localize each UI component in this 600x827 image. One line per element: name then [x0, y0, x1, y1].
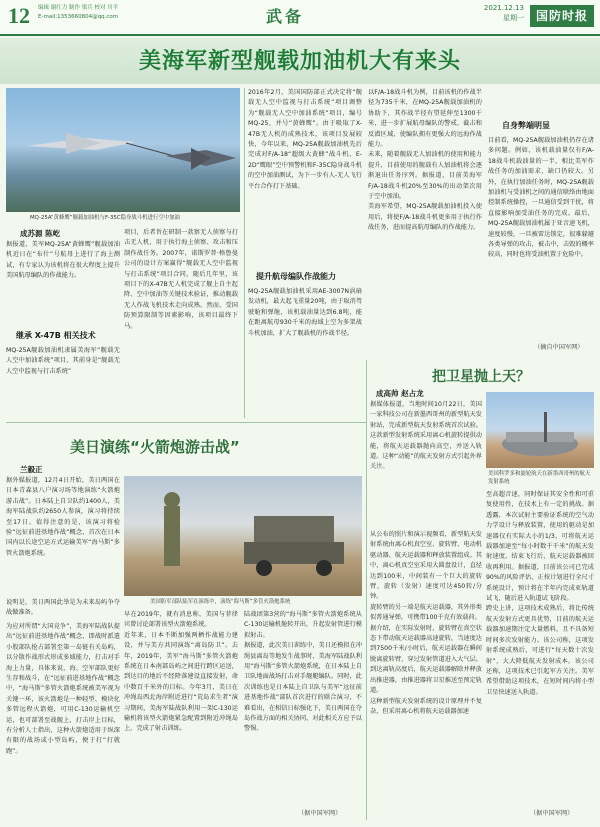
article1-source: （摘自中国军网）	[534, 344, 584, 351]
article1-col4: 以F/A-18战斗机为例，目前该机的作战半径为735千米，在MQ-25A舰载加油机的协助下，其作战半径有望延伸至1300千米，进一步扩展航母编队的警戒、截击和反潜区域，使编队拥有更强大的远海作战能力。 未来，随着舰载无人加油机的使用和能力提升，目前使用的舰载有人加油机将会逐渐退出任务序列。据报道，目前美海军F/A-18战斗机20%至30%的出动架次用于空中加油。 美海军希望，MQ-25A舰载加油机投入使用后，将使F/A-18战斗机更多用于执行作战任务，进而提高航母编队的作战能力。	[368, 89, 482, 232]
credit-editors: 编辑 谢红力 制作 梁兵 校对 川平	[38, 5, 119, 11]
article2-col1: 据外媒报道，12月4日开始，美日两国在日本青森县八户演习场等地演练“火箭炮游击战”。日本陆上自卫队约1400人，美海军陆战队约2650人参演，演习将持续至17日。值得注意的是，该演习将检验“远征前进基地作战”概念，首次在日本国内以长途空运方式运输美军“海马斯”多管火箭炮系统。	[6, 477, 120, 557]
rocket-launcher-photo	[124, 476, 362, 596]
article3-author: 成高帅 赵占龙	[376, 389, 424, 398]
tanker-photo	[6, 88, 240, 212]
article3-title: 把卫星抛上天？	[432, 369, 530, 385]
article1-col3-bottom: MQ-25A舰载加油机采用AE-3007N涡扇发动机，最大起飞重量20吨，由于取消驾驶舱和弹舱，该机载油量达到6.8吨，能在距离航母930千米的海域上空为多架战斗机加油，扩大了舰载机的作战半径。	[248, 288, 362, 337]
issue-date	[474, 3, 524, 23]
credit-email: E-mail:1353660804@qq.com	[38, 14, 119, 20]
article1-subhead-3: 自身弊端明显	[502, 121, 550, 130]
article1-col1-top: 据报道，美军MQ-25A“黄蜂鹰”舰载加油机近日在“布什”号航母上进行了海上测试，有专家认为该机将在很大程度上提升美国航母编队的作战能力。	[6, 241, 120, 280]
credit-block	[38, 4, 118, 22]
divider	[366, 360, 367, 820]
tanker-photo-caption: MQ-25A“黄蜂鹰”舰载加油机与F-35C隐身战斗机进行空中加油	[30, 215, 180, 221]
article1-col5: 目前看，MQ-25A舰载加油机仍存在诸多问题。例如，该机载油量仅有F/A-18战斗机载油量的一半，相比美军作战任务的加油需求，缺口仍较大。另外，在执行加油任务时，MQ-25A舰载加油机与受油机之间的通信联络由地面控制系统操控，一旦通信受到干扰，将直接影响加受油任务的完成。最后，MQ-25A舰载加油机属于亚音速飞机，速度较慢，一旦被雷达锁定，很难躲避各类导弹的攻击，被击中，击毁的概率较高，同时也将受油机置于危险中。	[488, 137, 594, 259]
article1-col1-bottom: MQ-25A舰载加油机隶属美海军“舰载无人空中加油系统”项目，其前身是“舰载无人空中监视与打击系统”	[6, 347, 120, 375]
main-headline: 美海军新型舰载加油机大有来头	[138, 49, 461, 74]
date-text: 2021.12.13	[483, 4, 524, 12]
launch-site-caption: 美国科罗多和旋轮航天在新墨西哥州的航天发射系统	[488, 471, 591, 485]
article3-source: （据中国军网）	[530, 810, 574, 817]
masthead-logo: 国防时报	[530, 5, 594, 27]
article1-subhead-2: 提升航母编队作战能力	[256, 272, 336, 281]
article3-col1-bottom: 从公布的照片和演示视频看，新型航天发射系统由离心机真空室、旋转臂、电动机驱动器、航天运载器和释放装置组成。其中，离心机真空室采用大圆盘设计，直径达到100米，中间装有一个巨大的旋转臂，旋转（发射）速度可达450转/分钟。 旋转臂的另一端是航天运载器，其外形类似普通导弹，可携带100千克有效载荷。 据介绍，在实际发射时，旋转臂在真空状态下带动航天运载器高速旋转，当速度达到7500千米/小时后，航天运载器在瞬间脱离旋转臂，穿过发射管道进入大气层。到达离轨高度后，航天运载器解除并释放出推进器，由推进器将卫星推送至预定轨道。 这种新型航天发射系统的设计原理并不复杂，但采用离心机将航天运载器加速	[370, 531, 482, 715]
article3-col1-top: 据媒体报道，当地时间10月22日，美国一家科技公司在新墨西哥州的新型航天发射站，完成新型航天发射系统首次试验。这款新型发射系统采用离心机旋转提供动能，将航天运载器抛向高空，并送入轨道。这种“动能”的航天发射方式引起外界关注。	[370, 401, 482, 471]
weekday-text: 星期一	[503, 14, 524, 22]
launch-site-photo	[486, 392, 594, 468]
section-title: 武备	[266, 7, 305, 26]
article1-col3: 2016年2月，美国国防部正式决定将“舰载无人空中监视与打击系统”项目调整为“舰载无人空中加油系统”项目，编号MQ-25，并号“黄蜂鹰”。由于吸取了X-47B无人机的成熟技术，该项目发展较快，今年以来，MQ-25A舰载加油机先后完成对F/A-18“超级大黄蜂”战斗机、E-2D“鹰眼”空中预警机和F-35C隐身战斗机的空中加油测试，为下一步有人-无人飞行平台合作打下基础。	[248, 89, 362, 190]
aircraft-illustration	[6, 88, 240, 212]
article2-col1-c: 为应对所谓“大国竞争”，美海军陆战队提出“远征前进基地作战”概念，即战时派遣小股部队抢占部署至第一岛链有关岛屿，以分散作战形式形成多域能力，打击对手海上力量，具体来说，海、空军部队更好生存和战斗，在“远征前进基地作战”概念中，“海马斯”多管火箭炮系统被美军视为关键一环，该火箭炮是一种轻型、模块化多管远程火箭炮，可用C-130运输机空运，也可部署至战舰上，打击岸上目标，有分析人士指出，这种火箭炮适用于纵深有限的战场或小型岛屿，便于打“打就跑”。	[6, 623, 120, 755]
article3-col2: 至高超音速，同时保证其安全性和可重复使用性，在技术上有一定的挑战。据透露，本次试射主要验证系统的空气动力学设计与释放装置，使用的驱动是加速器仅有实际大小的1/3，可将航天运载器加速至“每小时数千千米”的航天发射速度。结束飞行后，航天运载器被回收再利用。据报道，目前该公司已完成90%的风险评估，正按计划进行全尺寸系统设计，预计将在半年内完成亚轨道试飞，随后进入轨道试飞阶段。 跨史上讲，这项技术成熟后，将比传统航天发射方式更具优势，目前的航天运载器加速期注定大量燃料，且不具备短时间多次发射能力。该公司称，这项发射系统成熟后，可进行“每天数十次发射”，大大降低航天发射成本。该公司还称，这项技术已引起军方关注。美军希望借助这项技术，在短时间内将小型卫星快速送入轨道。	[486, 491, 594, 696]
article1-author: 成苏源 陈屹	[20, 229, 61, 238]
article1-subhead-1: 继承 X-47B 相关技术	[16, 331, 96, 340]
divider	[6, 422, 366, 423]
launcher-illustration	[124, 476, 362, 596]
page-header	[0, 0, 600, 36]
article2-col3: 陆战团第3营的“海马斯”多管火箭炮系统从C-130运输机舱转开出，升起发射管进行模拟射击。 据报道，此次美日训练中，美日还模拟在冲绳县离岛等地发生战事时，美海军陆战队利用“海马斯”多管火箭炮系统，在日本陆上自卫队地面战场打击对手舰艇编队。同时，此次训练也是日本陆上自卫队与美军“远征前进基地作战”部队首次进行的联合演习，不难看出，在相信日标强化下，美日两国在夺岛作战方面的相关协同，对此相关方应予以警惕。	[244, 611, 362, 733]
rocket-photo-caption: 美国防军部队陆军在演练中，演练“海马斯”多管火箭炮系统	[150, 599, 291, 605]
article2-col2: 早在2019年，就有消息称，美国与菲律宾曾讨论部署该型火箭炮系统。 近年来，日本不断加强两栖作战能力建设，并与美方共同演练“离岛防卫”。去年，2019年，美军“海马斯”多管火箭炮系统在日本南部岛屿之间进行跨区运送，到达目的地后不经降落建设直接发射，命中数百千米外的目标。今年3月，美日在冲绳岛西北海岸附近进行“荒岛求生者”演习期间，美海军陆战队利用一架C-130运输机将该型火箭炮紧急配置到附近冲绳岛上，完成了射击训练。	[124, 611, 238, 733]
article2-title: 美日演练“火箭炮游击战”	[70, 438, 240, 456]
page-number: 12	[8, 3, 30, 28]
article1-col2: 项目，后者旨在研制一款察无人侦察与打击无人机，用于执行海上侦察、攻击和压制作战任务。2007年，诺斯罗普·格鲁曼公司的设计方案赢得“舰载无人空中监视与打击系统”项目合同，随后几年里，该项目下的X-47B无人机完成了舰上自主起降、空中加油等关键技术验证，推动舰载无人作战飞机技术走向成熟。然而，受国防预算限制等因素影响，该项目最终下马。	[124, 229, 238, 330]
article2-source: （据中国军网）	[298, 810, 342, 817]
launch-site-illustration	[486, 392, 594, 468]
article2-col1-b: 说明是，美日两国此举是为未来岛屿争夺战做准备。	[6, 599, 120, 617]
article2-author: 兰毅正	[20, 465, 43, 474]
divider	[244, 88, 245, 418]
